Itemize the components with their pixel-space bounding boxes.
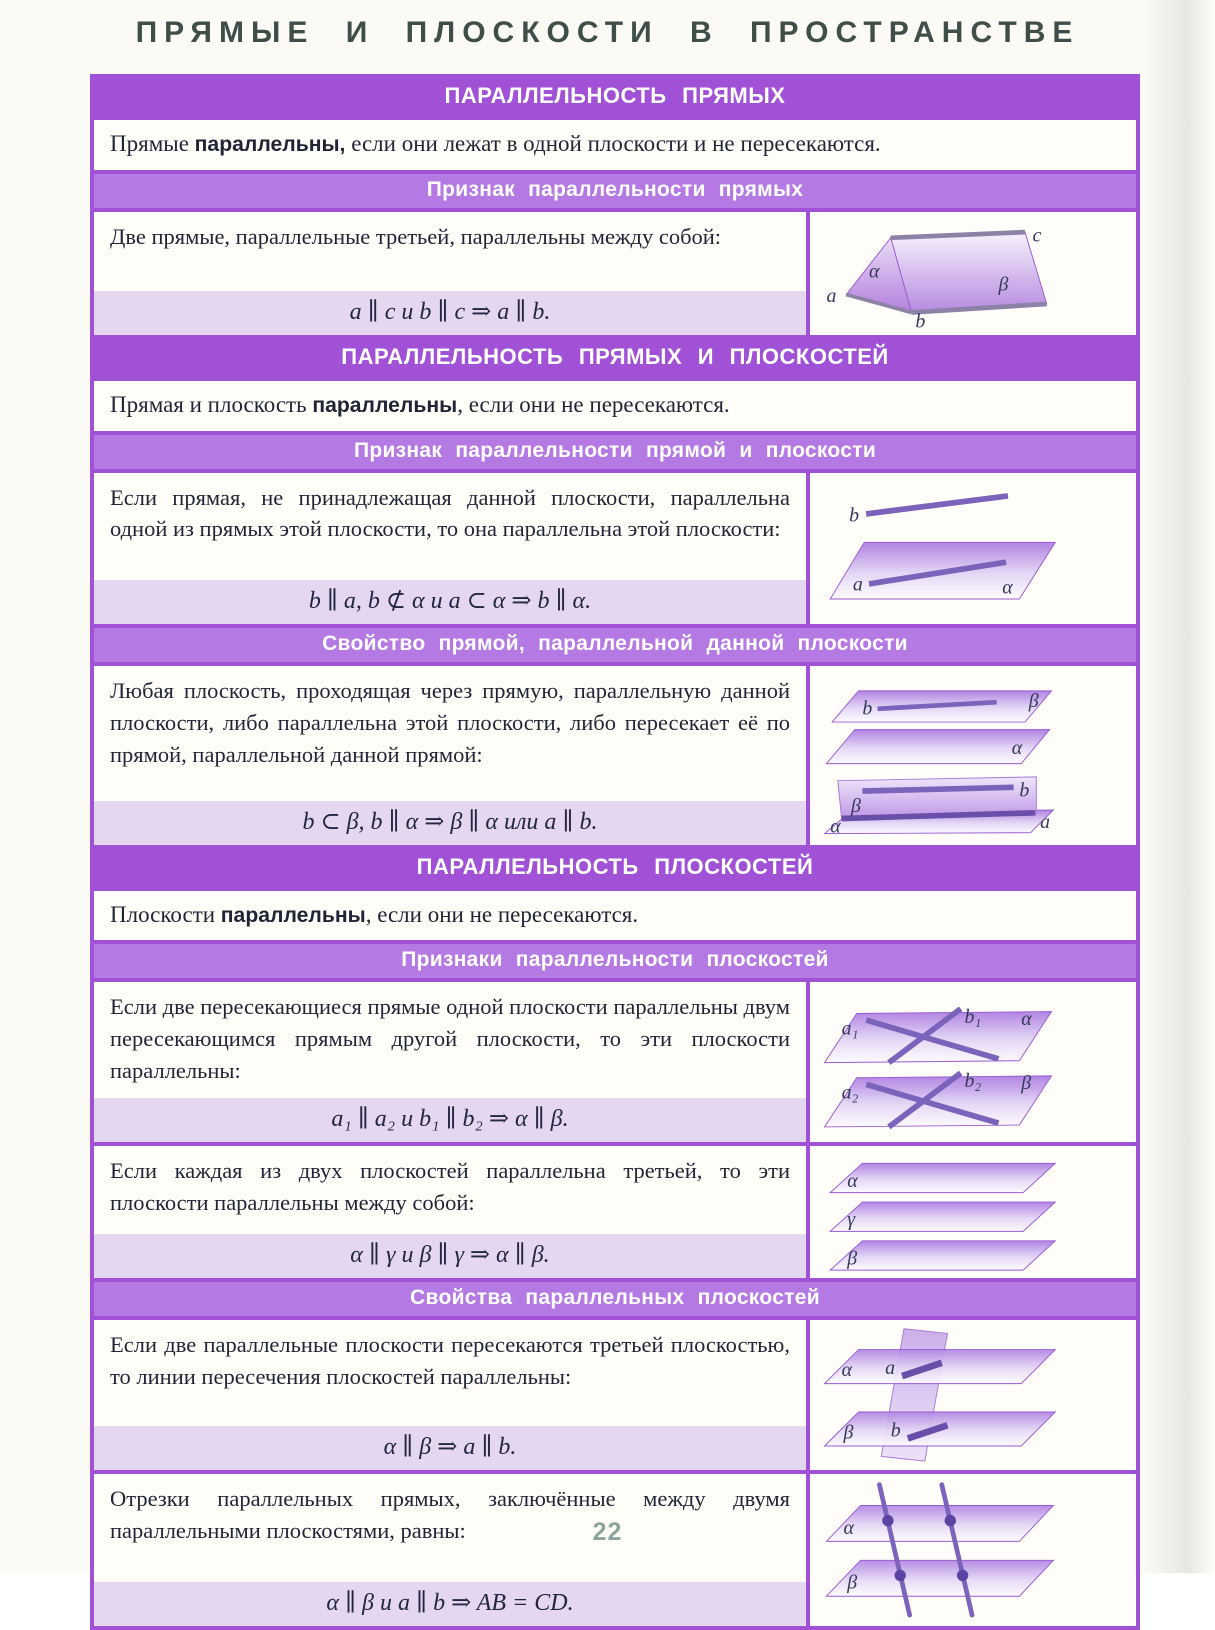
label-line-c: c: [1032, 224, 1042, 247]
label-line-b2: b₂: [964, 1070, 982, 1093]
cell-planes-criterion-2: [94, 1146, 806, 1279]
cell-planes-property-1: [94, 1320, 806, 1470]
label-line-b-bottom: b: [1019, 780, 1030, 803]
page-title: ПРЯМЫЕ И ПЛОСКОСТИ В ПРОСТРАНСТВЕ: [135, 16, 1080, 49]
figure-cell-tent: [810, 212, 1136, 335]
definition-text-pre: Плоскости: [110, 901, 221, 927]
formula-planes-criterion-2: α ∥ γ и β ∥ γ ⇒ α ∥ β.: [94, 1234, 806, 1278]
label-plane-alpha: α: [1002, 575, 1013, 598]
label-line-a: a: [852, 573, 863, 596]
statement-line-plane-criterion: Если прямая, не принадлежащая данной плоскости, параллельна одной из прямых этой плоскости, то она параллельна этой плоскости:: [110, 484, 790, 542]
label-plane-alpha: α: [843, 1517, 854, 1540]
diagram-line-parallel-to-plane: [817, 478, 1129, 620]
definition-text-post: , если они не пересекаются.: [365, 901, 639, 927]
label-plane-alpha: α: [847, 1169, 858, 1192]
section-header-parallel-lines: ПАРАЛЛЕЛЬНОСТЬ ПРЯМЫХ: [94, 78, 1136, 116]
label-plane-alpha-bottom: α: [830, 816, 841, 839]
definition-line-plane-parallel: [94, 381, 1136, 431]
statement-line-plane-property: Любая плоскость, проходящая через прямую, параллельную данной плоскости, либо параллельна этой плоскости, либо пересекает её по прямой, параллельной данной прямой:: [110, 678, 790, 768]
label-line-a-bottom: a: [1040, 811, 1051, 834]
formula-planes-criterion-1: a₁ ∥ a₂ и b₁ ∥ b₂ ⇒ α ∥ β.: [94, 1098, 806, 1142]
subheader-line-plane-property: Свойство прямой, параллельной данной плоскости: [94, 628, 1136, 662]
label-line-b-top: b: [862, 697, 873, 720]
label-plane-beta: β: [843, 1421, 854, 1444]
label-plane-beta-top: β: [1028, 690, 1039, 713]
label-plane-beta: β: [847, 1247, 858, 1270]
definition-term-bold: параллельны: [220, 903, 366, 927]
label-plane-alpha: α: [1021, 1008, 1032, 1031]
formula-planes-property-1: α ∥ β ⇒ a ∥ b.: [94, 1426, 806, 1470]
subheader-lines-criterion: Признак параллельности прямых: [94, 174, 1136, 208]
label-plane-gamma: γ: [847, 1208, 856, 1231]
definition-parallel-lines: [94, 120, 1136, 170]
statement-lines-criterion: Две прямые, параллельные третьей, параллельны между собой:: [110, 223, 722, 249]
label-plane-beta: β: [1021, 1072, 1032, 1095]
page-edge-shade: [1145, 0, 1215, 1573]
label-line-a: a: [826, 284, 837, 307]
figure-cell-line-over-plane: [810, 473, 1136, 625]
formula-lines-criterion: a ∥ c и b ∥ c ⇒ a ∥ b.: [94, 291, 806, 335]
diagram-three-parallel-planes: [817, 1151, 1129, 1274]
definition-term-bold: параллельны: [312, 394, 458, 417]
cell-line-plane-property: [94, 666, 806, 844]
diagram-crossing-lines-two-planes: [817, 987, 1129, 1136]
label-plane-beta: β: [998, 273, 1009, 296]
definition-term-bold: параллельны,: [194, 133, 346, 156]
page-number: 22: [592, 1518, 623, 1546]
label-plane-alpha: α: [841, 1359, 853, 1382]
definition-text-pre: Прямая и плоскость: [110, 392, 313, 417]
statement-planes-criterion-2: Если каждая из двух плоскостей параллельна третьей, то эти плоскости параллельны между собой:: [110, 1157, 790, 1215]
label-plane-beta-bottom: β: [851, 795, 861, 818]
label-line-b: b: [849, 504, 860, 527]
cell-lines-criterion: [94, 212, 806, 335]
formula-line-plane-property: b ⊂ β, b ∥ α ⇒ β ∥ α или a ∥ b.: [94, 801, 806, 845]
diagram-plane-through-parallel-line: [817, 671, 1129, 839]
statement-planes-property-2: Отрезки параллельных прямых, заключённые между двумя параллельными плоскостями, равны:: [110, 1486, 790, 1544]
diagram-two-lines-parallel-to-third: [817, 217, 1129, 333]
definition-text-pre: Прямые: [110, 131, 195, 156]
statement-planes-criterion-1: Если две пересекающиеся прямые одной плоскости параллельны двум пересекающимся прямым другой плоскости, то эти плоскости параллельны:: [110, 994, 790, 1084]
subheader-planes-properties: Свойства параллельных плоскостей: [94, 1282, 1136, 1316]
row-lines-criterion: [94, 212, 1136, 335]
row-planes-criterion-2: [94, 1146, 1136, 1279]
definition-text-post: если они лежат в одной плоскости и не пересекаются.: [345, 131, 881, 156]
figure-cell-crossing-lines: [810, 982, 1136, 1141]
figure-cell-equal-segments: [810, 1474, 1136, 1626]
diagram-planes-cut-by-third: [817, 1325, 1129, 1465]
subheader-line-plane-criterion: Признак параллельности прямой и плоскости: [94, 435, 1136, 469]
formula-line-plane-criterion: b ∥ a, b ⊄ α и a ⊂ α ⇒ b ∥ α.: [94, 580, 806, 624]
diagram-equal-segments-between-planes: [817, 1479, 1129, 1621]
label-line-b1: b₁: [964, 1006, 982, 1029]
figure-cell-cutting-plane: [810, 1320, 1136, 1470]
definition-text-post: , если они не пересекаются.: [457, 392, 730, 417]
statement-planes-property-1: Если две параллельные плоскости пересекаются третьей плоскостью, то линии пересечения плоскостей параллельны:: [110, 1332, 790, 1390]
definition-parallel-planes: [94, 891, 1136, 941]
label-line-b: b: [890, 1420, 901, 1443]
row-line-plane-property: [94, 666, 1136, 844]
cell-line-plane-criterion: [94, 473, 806, 625]
formula-planes-property-2: α ∥ β и a ∥ b ⇒ AB = CD.: [94, 1582, 806, 1626]
figure-cell-three-planes: [810, 1146, 1136, 1279]
section-header-lines-and-planes: ПАРАЛЛЕЛЬНОСТЬ ПРЯМЫХ И ПЛОСКОСТЕЙ: [94, 339, 1136, 377]
subheader-planes-criteria: Признаки параллельности плоскостей: [94, 944, 1136, 978]
label-line-a: a: [885, 1357, 895, 1380]
label-line-a2: a₂: [841, 1081, 859, 1104]
figure-cell-plane-through-line: [810, 666, 1136, 844]
theorem-table: [90, 74, 1140, 1630]
row-planes-property-1: [94, 1320, 1136, 1470]
row-planes-criterion-1: [94, 982, 1136, 1141]
row-planes-property-2: [94, 1474, 1136, 1626]
label-plane-alpha-top: α: [1011, 737, 1023, 760]
row-line-plane-criterion: [94, 473, 1136, 625]
label-line-a1: a₁: [841, 1017, 859, 1040]
section-header-parallel-planes: ПАРАЛЛЕЛЬНОСТЬ ПЛОСКОСТЕЙ: [94, 849, 1136, 887]
cell-planes-criterion-1: [94, 982, 806, 1141]
label-line-b: b: [915, 310, 926, 333]
label-plane-beta: β: [847, 1572, 858, 1595]
label-plane-alpha: α: [869, 260, 880, 283]
cell-planes-property-2: [94, 1474, 806, 1626]
